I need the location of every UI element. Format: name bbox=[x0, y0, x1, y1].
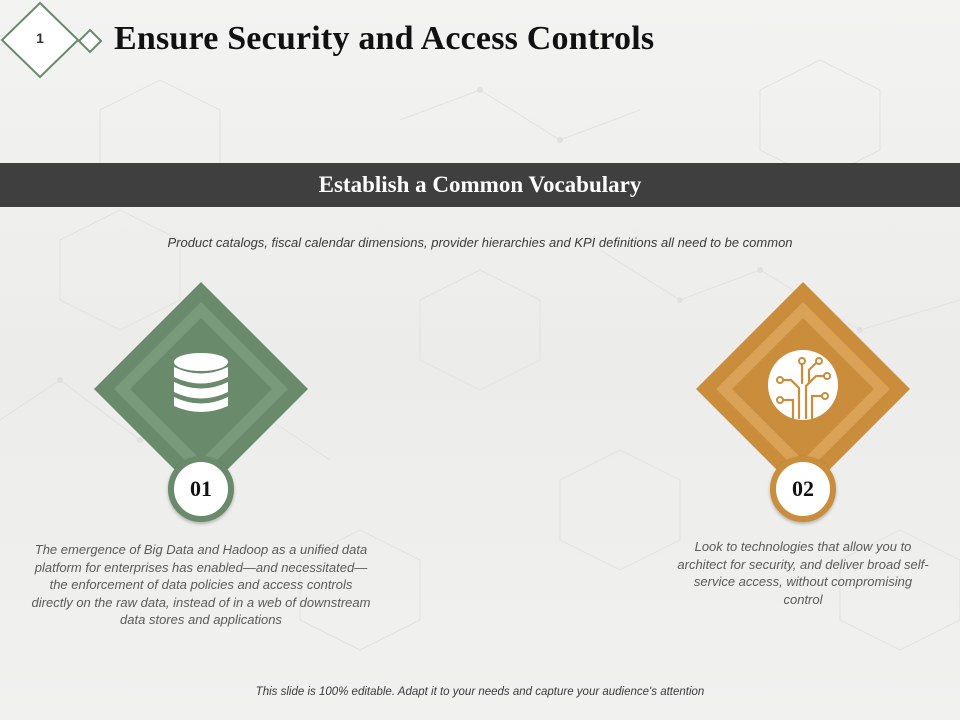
card-2-description: Look to technologies that allow you to architect for security, and deliver broad self-service access, without compromising control bbox=[677, 539, 929, 607]
footer-note: This slide is 100% editable. Adapt it to your needs and capture your audience's attention bbox=[255, 686, 705, 698]
banner-title: Establish a Common Vocabulary bbox=[318, 172, 642, 197]
card-2-number-circle bbox=[770, 456, 836, 522]
section-banner bbox=[0, 163, 960, 207]
page-number-badge bbox=[0, 0, 110, 80]
card-1-number-circle bbox=[168, 456, 234, 522]
page-number: 1 bbox=[36, 30, 44, 46]
intro-text: Product catalogs, fiscal calendar dimensions, provider hierarchies and KPI definitions all need to be common bbox=[167, 235, 793, 250]
card-1-description: The emergence of Big Data and Hadoop as a unified data platform for enterprises has enabled—and necessitated—the enforcement of data policies and access controls directly on the raw data, instead of in a web of downstream data stores and applications bbox=[31, 542, 371, 628]
slide-title: Ensure Security and Access Controls bbox=[114, 20, 655, 57]
card-2-number: 02 bbox=[792, 476, 814, 501]
circuit-icon bbox=[768, 350, 838, 420]
card-1-number: 01 bbox=[190, 476, 212, 501]
